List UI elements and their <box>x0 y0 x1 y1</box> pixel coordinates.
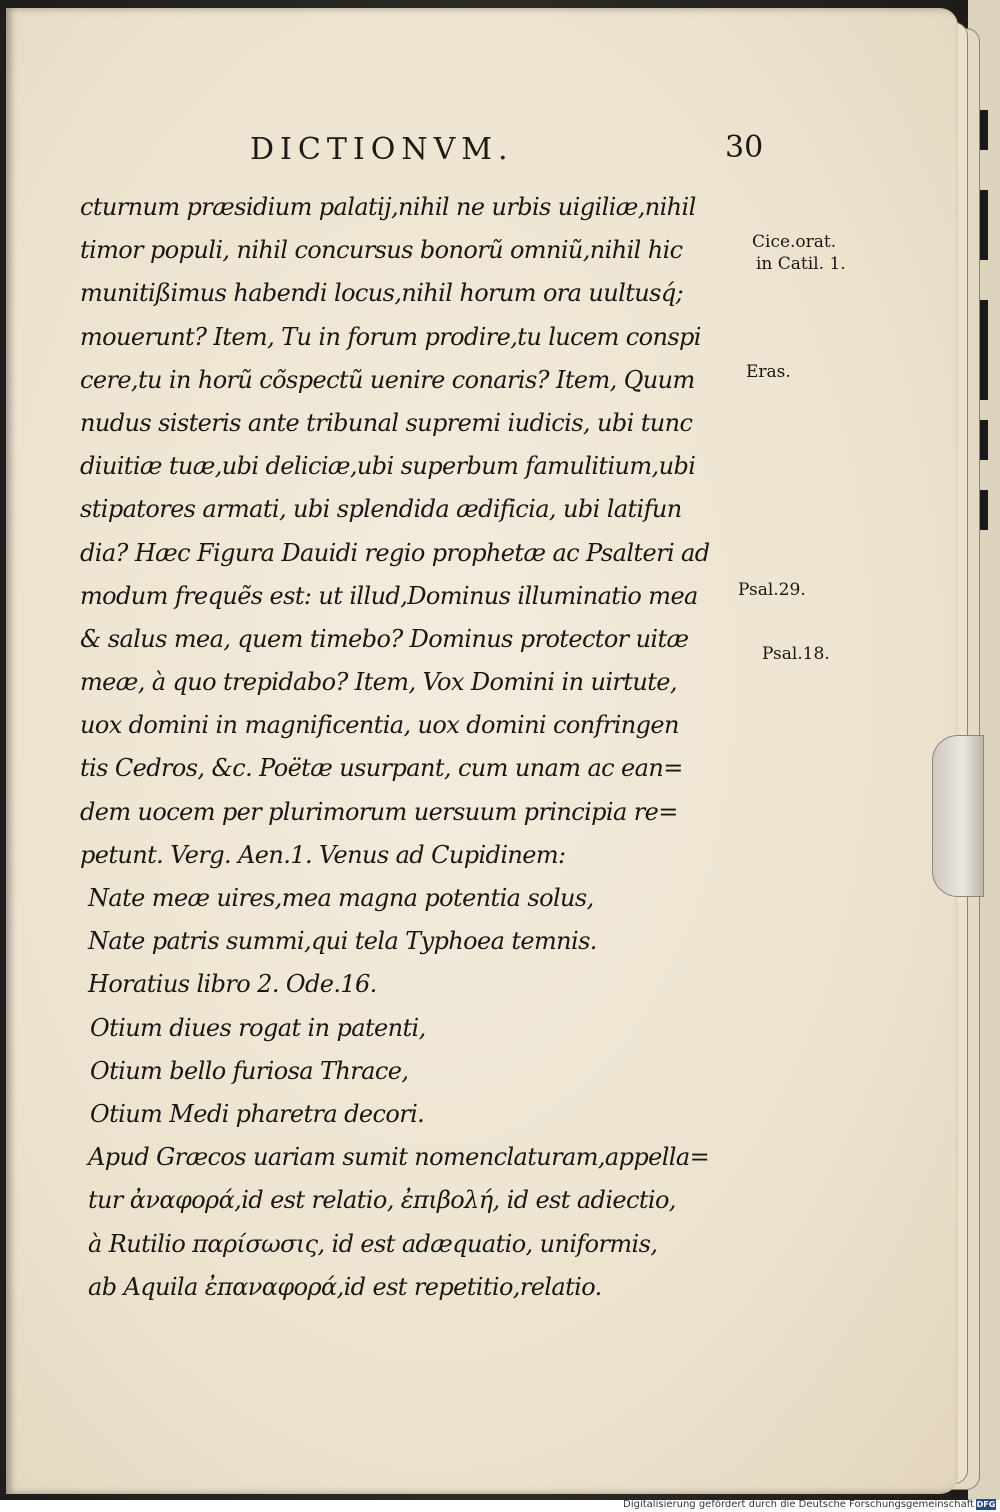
text-line: uox domini in magnificentia, uox domini confringen <box>80 711 679 740</box>
page-clip <box>932 735 984 897</box>
dfg-logo: DFG <box>976 1500 996 1509</box>
verse-line: Horatius libro 2. Ode.16. <box>88 970 377 999</box>
margin-note-erasmus: Eras. <box>746 362 791 382</box>
digitization-credit: Digitalisierung gefördert durch die Deutsche Forschungsgemeinschaft <box>623 1499 974 1510</box>
margin-note-cicero-ref: in Catil. 1. <box>756 254 846 274</box>
text-line: cturnum præsidium palatij,nihil ne urbis uigiliæ,nihil <box>80 193 696 221</box>
verse-line: Otium Medi pharetra decori. <box>90 1099 425 1128</box>
verse-line: Nate meæ uires,mea magna potentia solus, <box>88 884 594 912</box>
text-line: tis Cedros, &c. Poëtæ usurpant, cum unam ac ean= <box>80 754 683 783</box>
text-line: & salus mea, quem timebo? Dominus protector uitæ <box>80 624 689 653</box>
margin-note-cicero: Cice.orat. <box>752 232 837 252</box>
text-line: diuitiæ tuæ,ubi deliciæ,ubi superbum famulitium,ubi <box>80 452 696 481</box>
text-line: ab Aquila ἐπαναφορά,id est repetitio,relatio. <box>88 1272 602 1301</box>
text-line: à Rutilio παρίσωσις, id est adæquatio, uniformis, <box>88 1229 658 1258</box>
text-line: munitißimus habendi locus,nihil horum ora uultusq́; <box>80 279 684 308</box>
page-text-block <box>80 186 740 1309</box>
margin-note-psalm-29: Psal.29. <box>738 580 806 600</box>
text-line: Apud Græcos uariam sumit nomenclaturam,appella= <box>88 1143 710 1172</box>
text-line: modum frequẽs est: ut illud,Dominus illuminatio mea <box>80 581 698 610</box>
running-header-title: DICTIONVM. <box>250 132 514 167</box>
text-line: meæ, à quo trepidabo? Item, Vox Domini in uirtute, <box>80 668 677 697</box>
text-line: petunt. Verg. Aen.1. Venus ad Cupidinem: <box>80 840 566 869</box>
verse-line: Nate patris summi,qui tela Typhoea temnis. <box>88 927 597 956</box>
page-number: 30 <box>725 130 764 165</box>
verse-line: Otium diues rogat in patenti, <box>90 1013 426 1042</box>
margin-note-psalm-18: Psal.18. <box>762 644 830 664</box>
text-line: timor populi, nihil concursus bonorũ omniũ,nihil hic <box>80 236 683 265</box>
text-line: mouerunt? Item, Tu in forum prodire,tu lucem conspi <box>80 322 701 351</box>
text-line: dem uocem per plurimorum uersuum principia re= <box>80 797 678 826</box>
text-line: cere,tu in horũ cõspectũ uenire conaris? Item, Quum <box>80 365 695 394</box>
text-line: tur ἀναφορά,id est relatio, ἐπιβολή, id est adiectio, <box>88 1186 676 1215</box>
text-line: stipatores armati, ubi splendida ædificia, ubi latifun <box>80 495 682 524</box>
text-line: nudus sisteris ante tribunal supremi iudicis, ubi tunc <box>80 408 693 437</box>
verse-line: Otium bello furiosa Thrace, <box>90 1056 409 1085</box>
text-line: dia? Hæc Figura Dauidi regio prophetæ ac Psalteri ad <box>80 538 710 567</box>
